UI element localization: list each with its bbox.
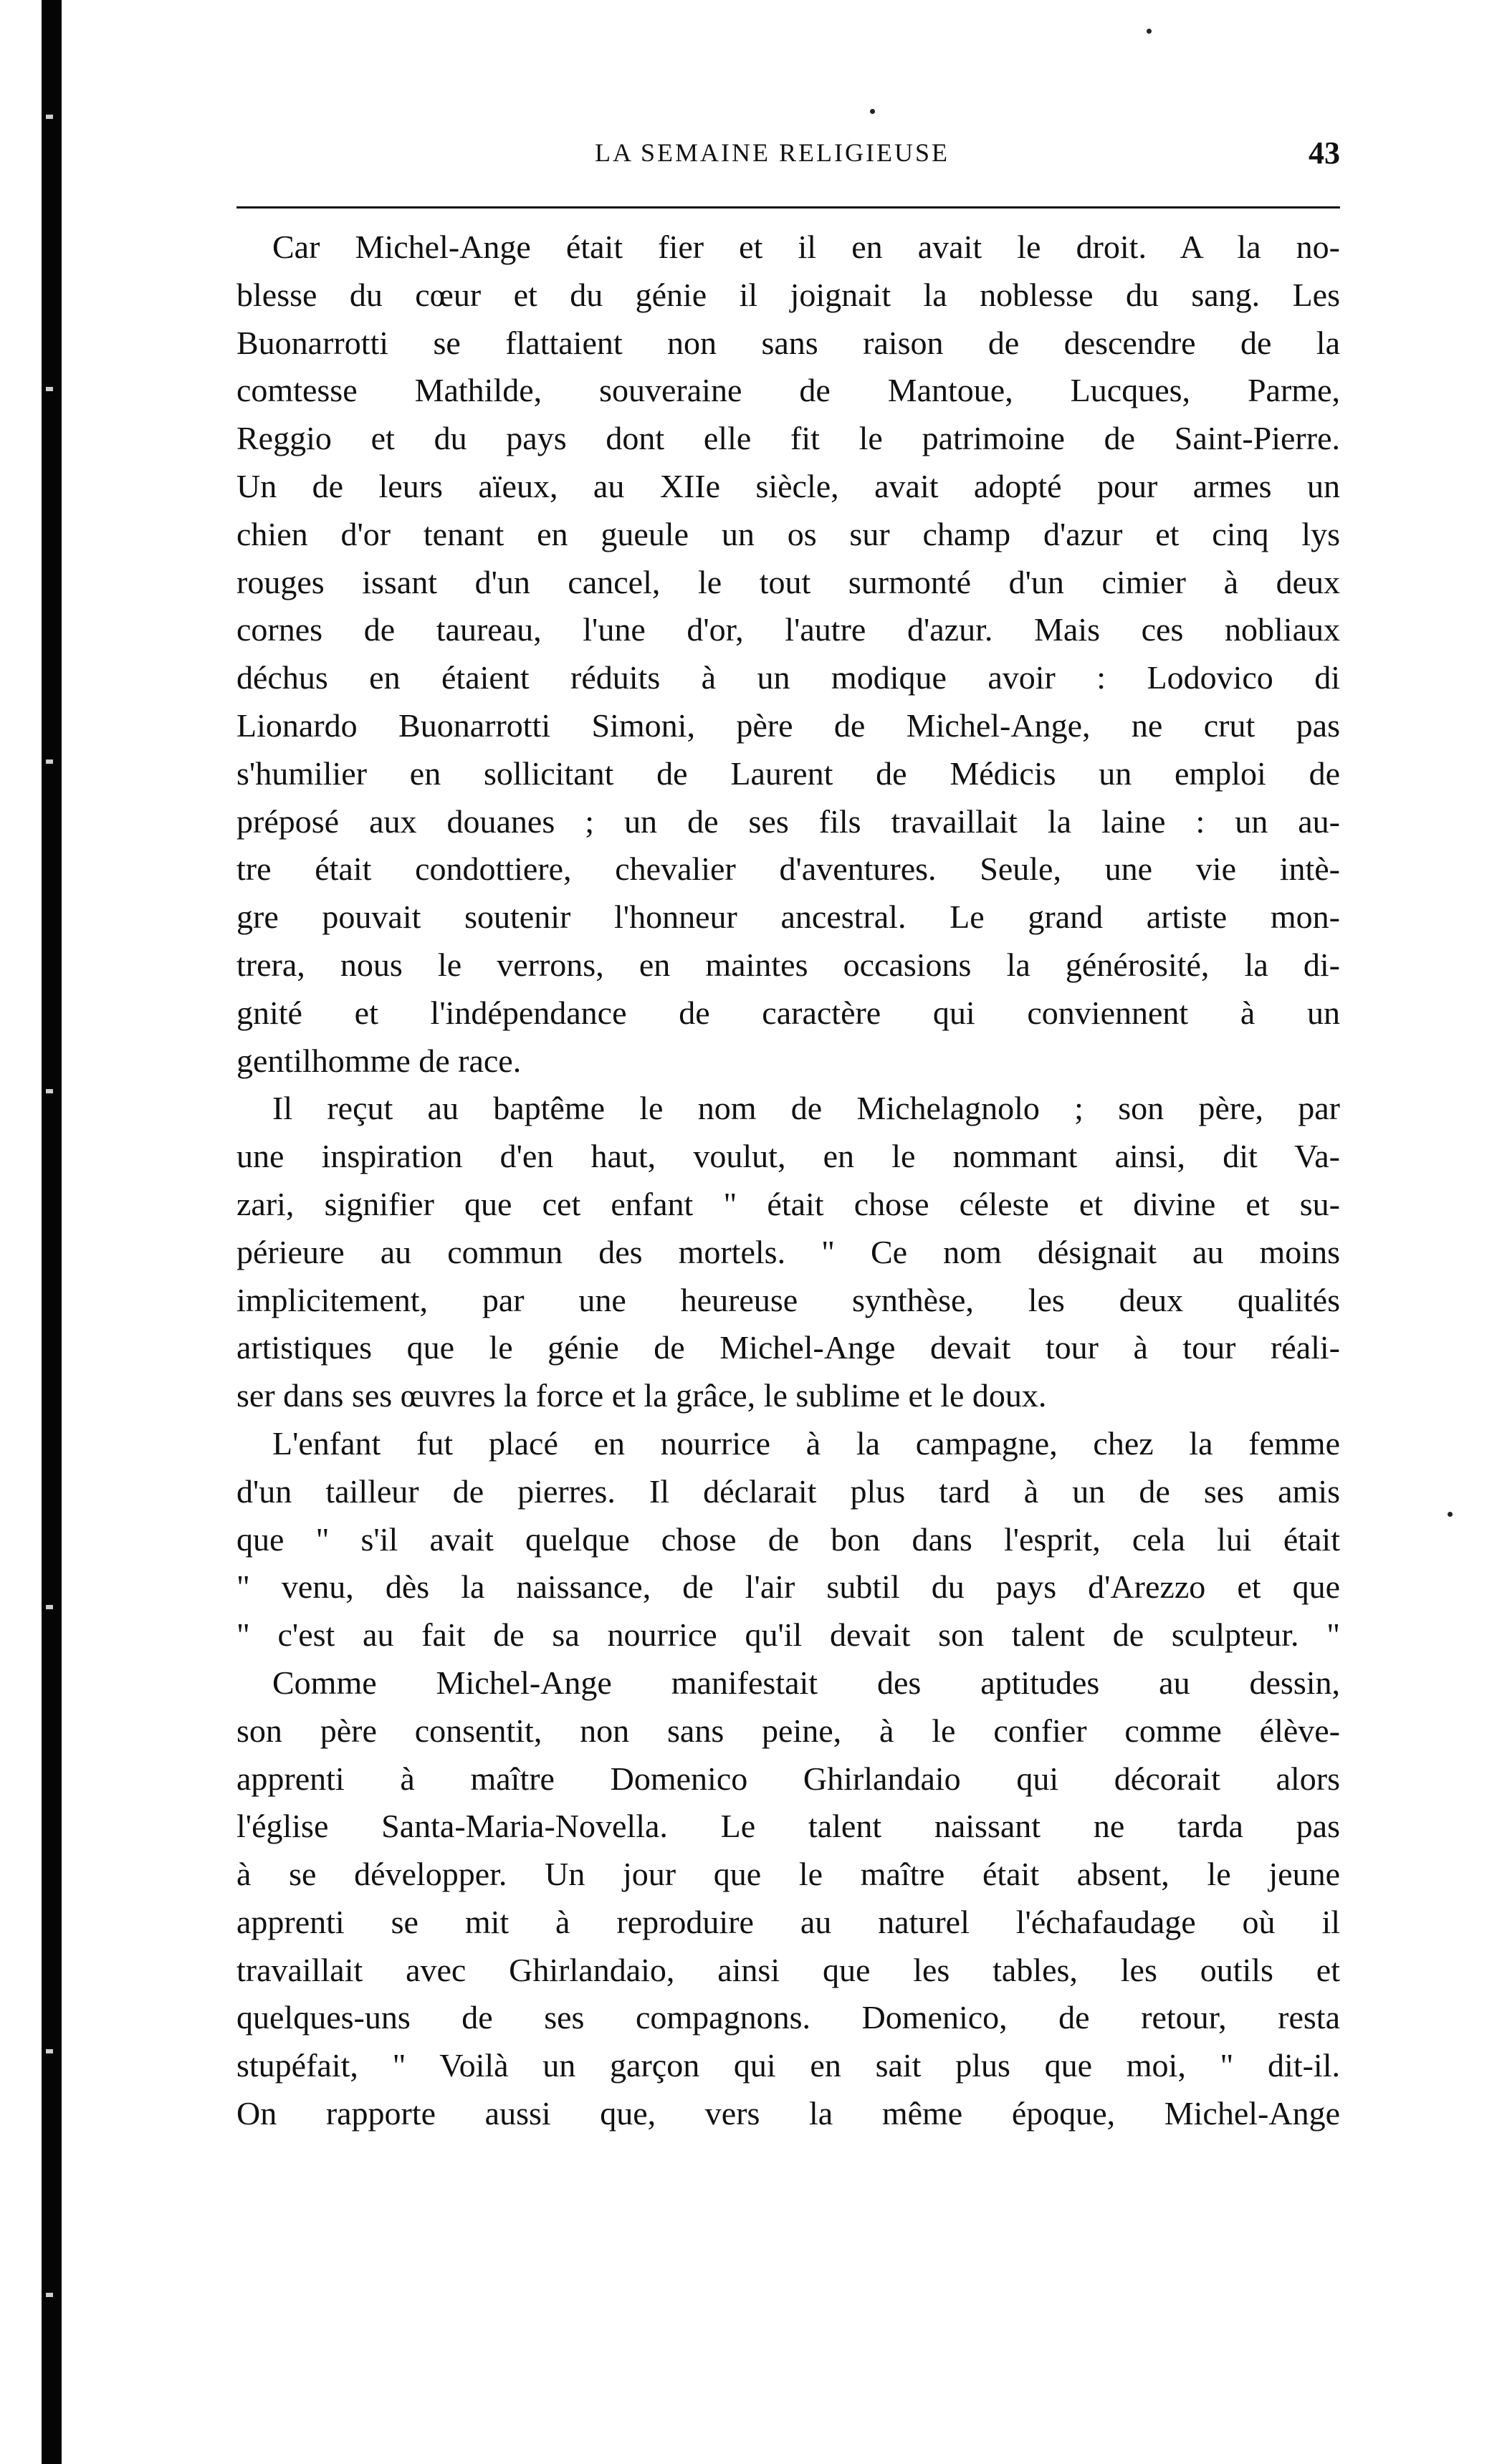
scan-dot <box>1147 29 1152 34</box>
text-line: Il reçut au baptême le nom de Michelagnolo ; son père, par <box>272 1090 1340 1127</box>
text-line: artistiques que le génie de Michel-Ange devait tour à tour réali- <box>236 1329 1340 1366</box>
text-line: ser dans ses œuvres la force et la grâce, le sublime et le doux. <box>236 1377 1047 1414</box>
text-line: à se développer. Un jour que le maître était absent, le jeune <box>236 1856 1340 1893</box>
book-spine-shadow <box>42 0 62 2464</box>
text-line: L'enfant fut placé en nourrice à la campagne, chez la femme <box>272 1424 1340 1462</box>
text-line: rouges issant d'un cancel, le tout surmonté d'un cimier à deux <box>236 563 1340 600</box>
paragraph <box>236 224 1340 1085</box>
text-line: cornes de taureau, l'une d'or, l'autre d'azur. Mais ces nobliaux <box>236 611 1340 648</box>
scan-speck <box>46 1605 53 1609</box>
body-text <box>236 224 1340 2138</box>
scan-speck <box>46 2293 53 2297</box>
text-line: zari, signifier que cet enfant " était chose céleste et divine et su- <box>236 1185 1340 1222</box>
scan-speck <box>46 115 53 119</box>
scan-speck <box>46 759 53 764</box>
paragraph <box>236 1420 1340 1659</box>
text-line: l'église Santa-Maria-Novella. Le talent naissant ne tarda pas <box>236 1808 1340 1845</box>
text-line: préposé aux douanes ; un de ses fils travaillait la laine : un au- <box>236 802 1340 840</box>
text-line: que " s'il avait quelque chose de bon dans l'esprit, cela lui était <box>236 1520 1340 1558</box>
text-line: tre était condottiere, chevalier d'aventures. Seule, une vie intè- <box>236 850 1340 888</box>
text-line: On rapporte aussi que, vers la même époque, Michel-Ange <box>236 2095 1340 2132</box>
text-line: Lionardo Buonarrotti Simoni, père de Michel-Ange, ne crut pas <box>236 706 1340 744</box>
text-line: gnité et l'indépendance de caractère qui conviennent à un <box>236 994 1340 1031</box>
running-title: LA SEMAINE RELIGIEUSE <box>595 138 950 167</box>
paragraph <box>236 1085 1340 1420</box>
scan-dot <box>1448 1512 1453 1517</box>
text-line: son père consentit, non sans peine, à le confier comme élève- <box>236 1712 1340 1749</box>
text-line: stupéfait, " Voilà un garçon qui en sait plus que moi, " dit-il. <box>236 2047 1340 2084</box>
text-line: périeure au commun des mortels. " Ce nom désignait au moins <box>236 1233 1340 1270</box>
text-line: apprenti se mit à reproduire au naturel l'échafaudage où il <box>236 1903 1340 1940</box>
header-rule <box>236 206 1340 208</box>
text-line: trera, nous le verrons, en maintes occasions la générosité, la di- <box>236 946 1340 983</box>
text-line: Car Michel-Ange était fier et il en avait le droit. A la no- <box>272 229 1340 265</box>
scan-speck <box>46 1089 53 1093</box>
text-line: s'humilier en sollicitant de Laurent de Médicis un emploi de <box>236 754 1340 792</box>
text-line: chien d'or tenant en gueule un os sur champ d'azur et cinq lys <box>236 515 1340 552</box>
paragraph <box>236 1659 1340 2138</box>
scan-speck <box>46 2049 53 2053</box>
text-line: " c'est au fait de sa nourrice qu'il devait son talent de sculpteur. " <box>236 1616 1340 1654</box>
text-line: déchus en étaient réduits à un modique avoir : Lodovico di <box>236 659 1340 696</box>
text-line: quelques-uns de ses compagnons. Domenico, de retour, resta <box>236 1999 1340 2036</box>
text-line: comtesse Mathilde, souveraine de Mantoue, Lucques, Parme, <box>236 372 1340 409</box>
text-line: une inspiration d'en haut, voulut, en le nommant ainsi, dit Va- <box>236 1138 1340 1175</box>
text-line: travaillait avec Ghirlandaio, ainsi que les tables, les outils et <box>236 1951 1340 1988</box>
text-line: apprenti à maître Domenico Ghirlandaio qui décorait alors <box>236 1760 1340 1797</box>
text-line: d'un tailleur de pierres. Il déclarait plus tard à un de ses amis <box>236 1472 1340 1510</box>
running-header <box>236 135 1340 178</box>
text-line: gentilhomme de race. <box>236 1042 522 1079</box>
text-line: Un de leurs aïeux, au XIIe siècle, avait adopté pour armes un <box>236 467 1340 504</box>
scan-dot <box>870 109 875 114</box>
text-line: blesse du cœur et du génie il joignait la noblesse du sang. Les <box>236 276 1340 313</box>
text-line: Comme Michel-Ange manifestait des aptitudes au dessin, <box>272 1664 1340 1701</box>
text-line: Reggio et du pays dont elle fit le patrimoine de Saint-Pierre. <box>236 420 1340 457</box>
text-line: " venu, dès la naissance, de l'air subtil du pays d'Arezzo et que <box>236 1568 1340 1606</box>
text-line: implicitement, par une heureuse synthèse, les deux qualités <box>236 1281 1340 1318</box>
text-line: gre pouvait soutenir l'honneur ancestral. Le grand artiste mon- <box>236 898 1340 936</box>
scan-speck <box>46 387 53 391</box>
text-line: Buonarrotti se flattaient non sans raison de descendre de la <box>236 324 1340 361</box>
page-number: 43 <box>1309 135 1340 171</box>
